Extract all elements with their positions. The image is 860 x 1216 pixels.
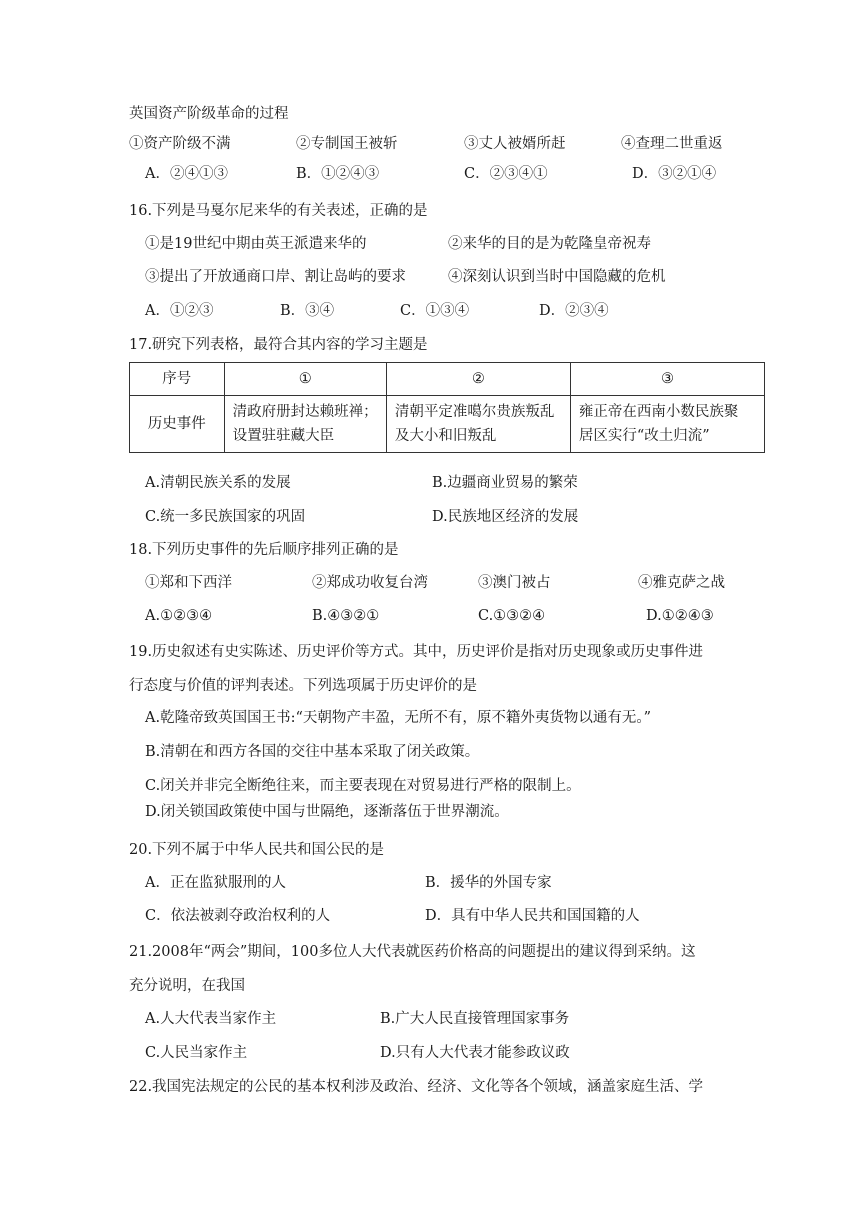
q16-item-4: ④深刻认识到当时中国隐藏的危机 — [448, 269, 666, 285]
q15-item-2: ②专制国王被斩 — [296, 136, 398, 152]
q16-item-3: ③提出了开放通商口岸、割让岛屿的要求 — [145, 269, 406, 285]
table-cell-line: 设置驻驻藏大臣 — [232, 428, 335, 444]
q17-table — [129, 362, 765, 453]
q15-option-d: D．③②①④ — [632, 166, 717, 182]
table-cell-line: 及大小和旧叛乱 — [394, 428, 497, 444]
table-cell — [386, 396, 570, 453]
q18-item-1: ①郑和下西洋 — [145, 575, 232, 591]
q15-option-a: A．②④①③ — [145, 166, 228, 182]
q15-item-4: ④查理二世重返 — [621, 136, 723, 152]
q16-option-a: A．①②③ — [145, 303, 214, 319]
q16-stem: 16.下列是马戛尔尼来华的有关表述，正确的是 — [129, 203, 428, 219]
q15-stem: 英国资产阶级革命的过程 — [129, 106, 289, 122]
q21-option-d: D.只有人大代表才能参政议政 — [380, 1045, 570, 1061]
table-cell-line: 居区实行“改土归流” — [578, 428, 710, 444]
q21-option-a: A.人大代表当家作主 — [145, 1011, 277, 1027]
q20-option-a: A．正在监狱服刑的人 — [145, 875, 286, 891]
table-cell-line: 清政府册封达赖班禅； — [232, 404, 378, 420]
q18-stem: 18.下列历史事件的先后顺序排列正确的是 — [129, 542, 399, 558]
q17-option-c: C.统一多民族国家的巩固 — [145, 509, 306, 525]
q19-option-d: D.闭关锁国政策使中国与世隔绝，逐渐落伍于世界潮流。 — [145, 804, 509, 820]
table-header-row — [130, 363, 765, 396]
q21-stem-line-1: 21.2008年“两会”期间，100多位人大代表就医药价格高的问题提出的建议得到采纳。这 — [129, 944, 696, 960]
q17-option-a: A.清朝民族关系的发展 — [145, 475, 291, 491]
q19-stem-line-2: 行态度与价值的评判表述。下列选项属于历史评价的是 — [129, 678, 477, 694]
q19-option-b: B.清朝在和西方各国的交往中基本采取了闭关政策。 — [145, 744, 480, 760]
table-cell-line: 清朝平定准噶尔贵族叛乱 — [394, 404, 555, 420]
q15-option-c: C．②③④① — [464, 166, 548, 182]
table-row-label: 历史事件 — [130, 396, 225, 453]
q19-stem-line-1: 19.历史叙述有史实陈述、历史评价等方式。其中，历史评价是指对历史现象或历史事件进 — [129, 644, 704, 660]
table-cell — [570, 396, 764, 453]
q20-option-d: D．具有中华人民共和国国籍的人 — [425, 908, 640, 924]
q18-option-a: A.①②③④ — [145, 608, 213, 624]
table-cell-line: 雍正帝在西南小数民族聚 — [578, 404, 739, 420]
q18-item-2: ②郑成功收复台湾 — [312, 575, 428, 591]
q17-stem: 17.研究下列表格，最符合其内容的学习主题是 — [129, 337, 428, 353]
table-header-cell: ① — [224, 363, 386, 396]
q21-stem-line-2: 充分说明，在我国 — [129, 978, 245, 994]
q18-item-3: ③澳门被占 — [478, 575, 551, 591]
table-header-cell: 序号 — [130, 363, 225, 396]
table-header-cell: ② — [386, 363, 570, 396]
table-header-cell: ③ — [570, 363, 764, 396]
q20-option-c: C．依法被剥夺政治权利的人 — [145, 908, 331, 924]
q21-option-c: C.人民当家作主 — [145, 1045, 248, 1061]
q20-option-b: B．援华的外国专家 — [425, 875, 552, 891]
q15-option-b: B．①②④③ — [296, 166, 380, 182]
q18-option-b: B.④③②① — [312, 608, 380, 624]
q21-option-b: B.广大人民直接管理国家事务 — [380, 1011, 570, 1027]
q19-option-c: C.闭关并非完全断绝往来，而主要表现在对贸易进行严格的限制上。 — [145, 778, 581, 794]
table-cell — [224, 396, 386, 453]
q18-option-d: D.①②④③ — [646, 608, 714, 624]
q20-stem: 20.下列不属于中华人民共和国公民的是 — [129, 842, 385, 858]
q22-stem-line-1: 22.我国宪法规定的公民的基本权利涉及政治、经济、文化等各个领域，涵盖家庭生活、学 — [129, 1079, 704, 1095]
q17-option-d: D.民族地区经济的发展 — [432, 509, 579, 525]
table-row — [130, 396, 765, 453]
q16-option-b: B．③④ — [280, 303, 335, 319]
q16-item-1: ①是19世纪中期由英王派遣来华的 — [145, 236, 367, 252]
q17-option-b: B.边疆商业贸易的繁荣 — [432, 475, 578, 491]
q18-option-c: C.①③②④ — [478, 608, 546, 624]
q19-option-a: A.乾隆帝致英国国王书:“天朝物产丰盈，无所不有，原不籍外夷货物以通有无。” — [145, 710, 652, 726]
q16-option-d: D．②③④ — [539, 303, 609, 319]
q18-item-4: ④雅克萨之战 — [638, 575, 725, 591]
q15-item-1: ①资产阶级不满 — [129, 136, 231, 152]
q15-item-3: ③丈人被婿所赶 — [464, 136, 566, 152]
q16-item-2: ②来华的目的是为乾隆皇帝祝寿 — [448, 236, 651, 252]
q16-option-c: C．①③④ — [400, 303, 470, 319]
